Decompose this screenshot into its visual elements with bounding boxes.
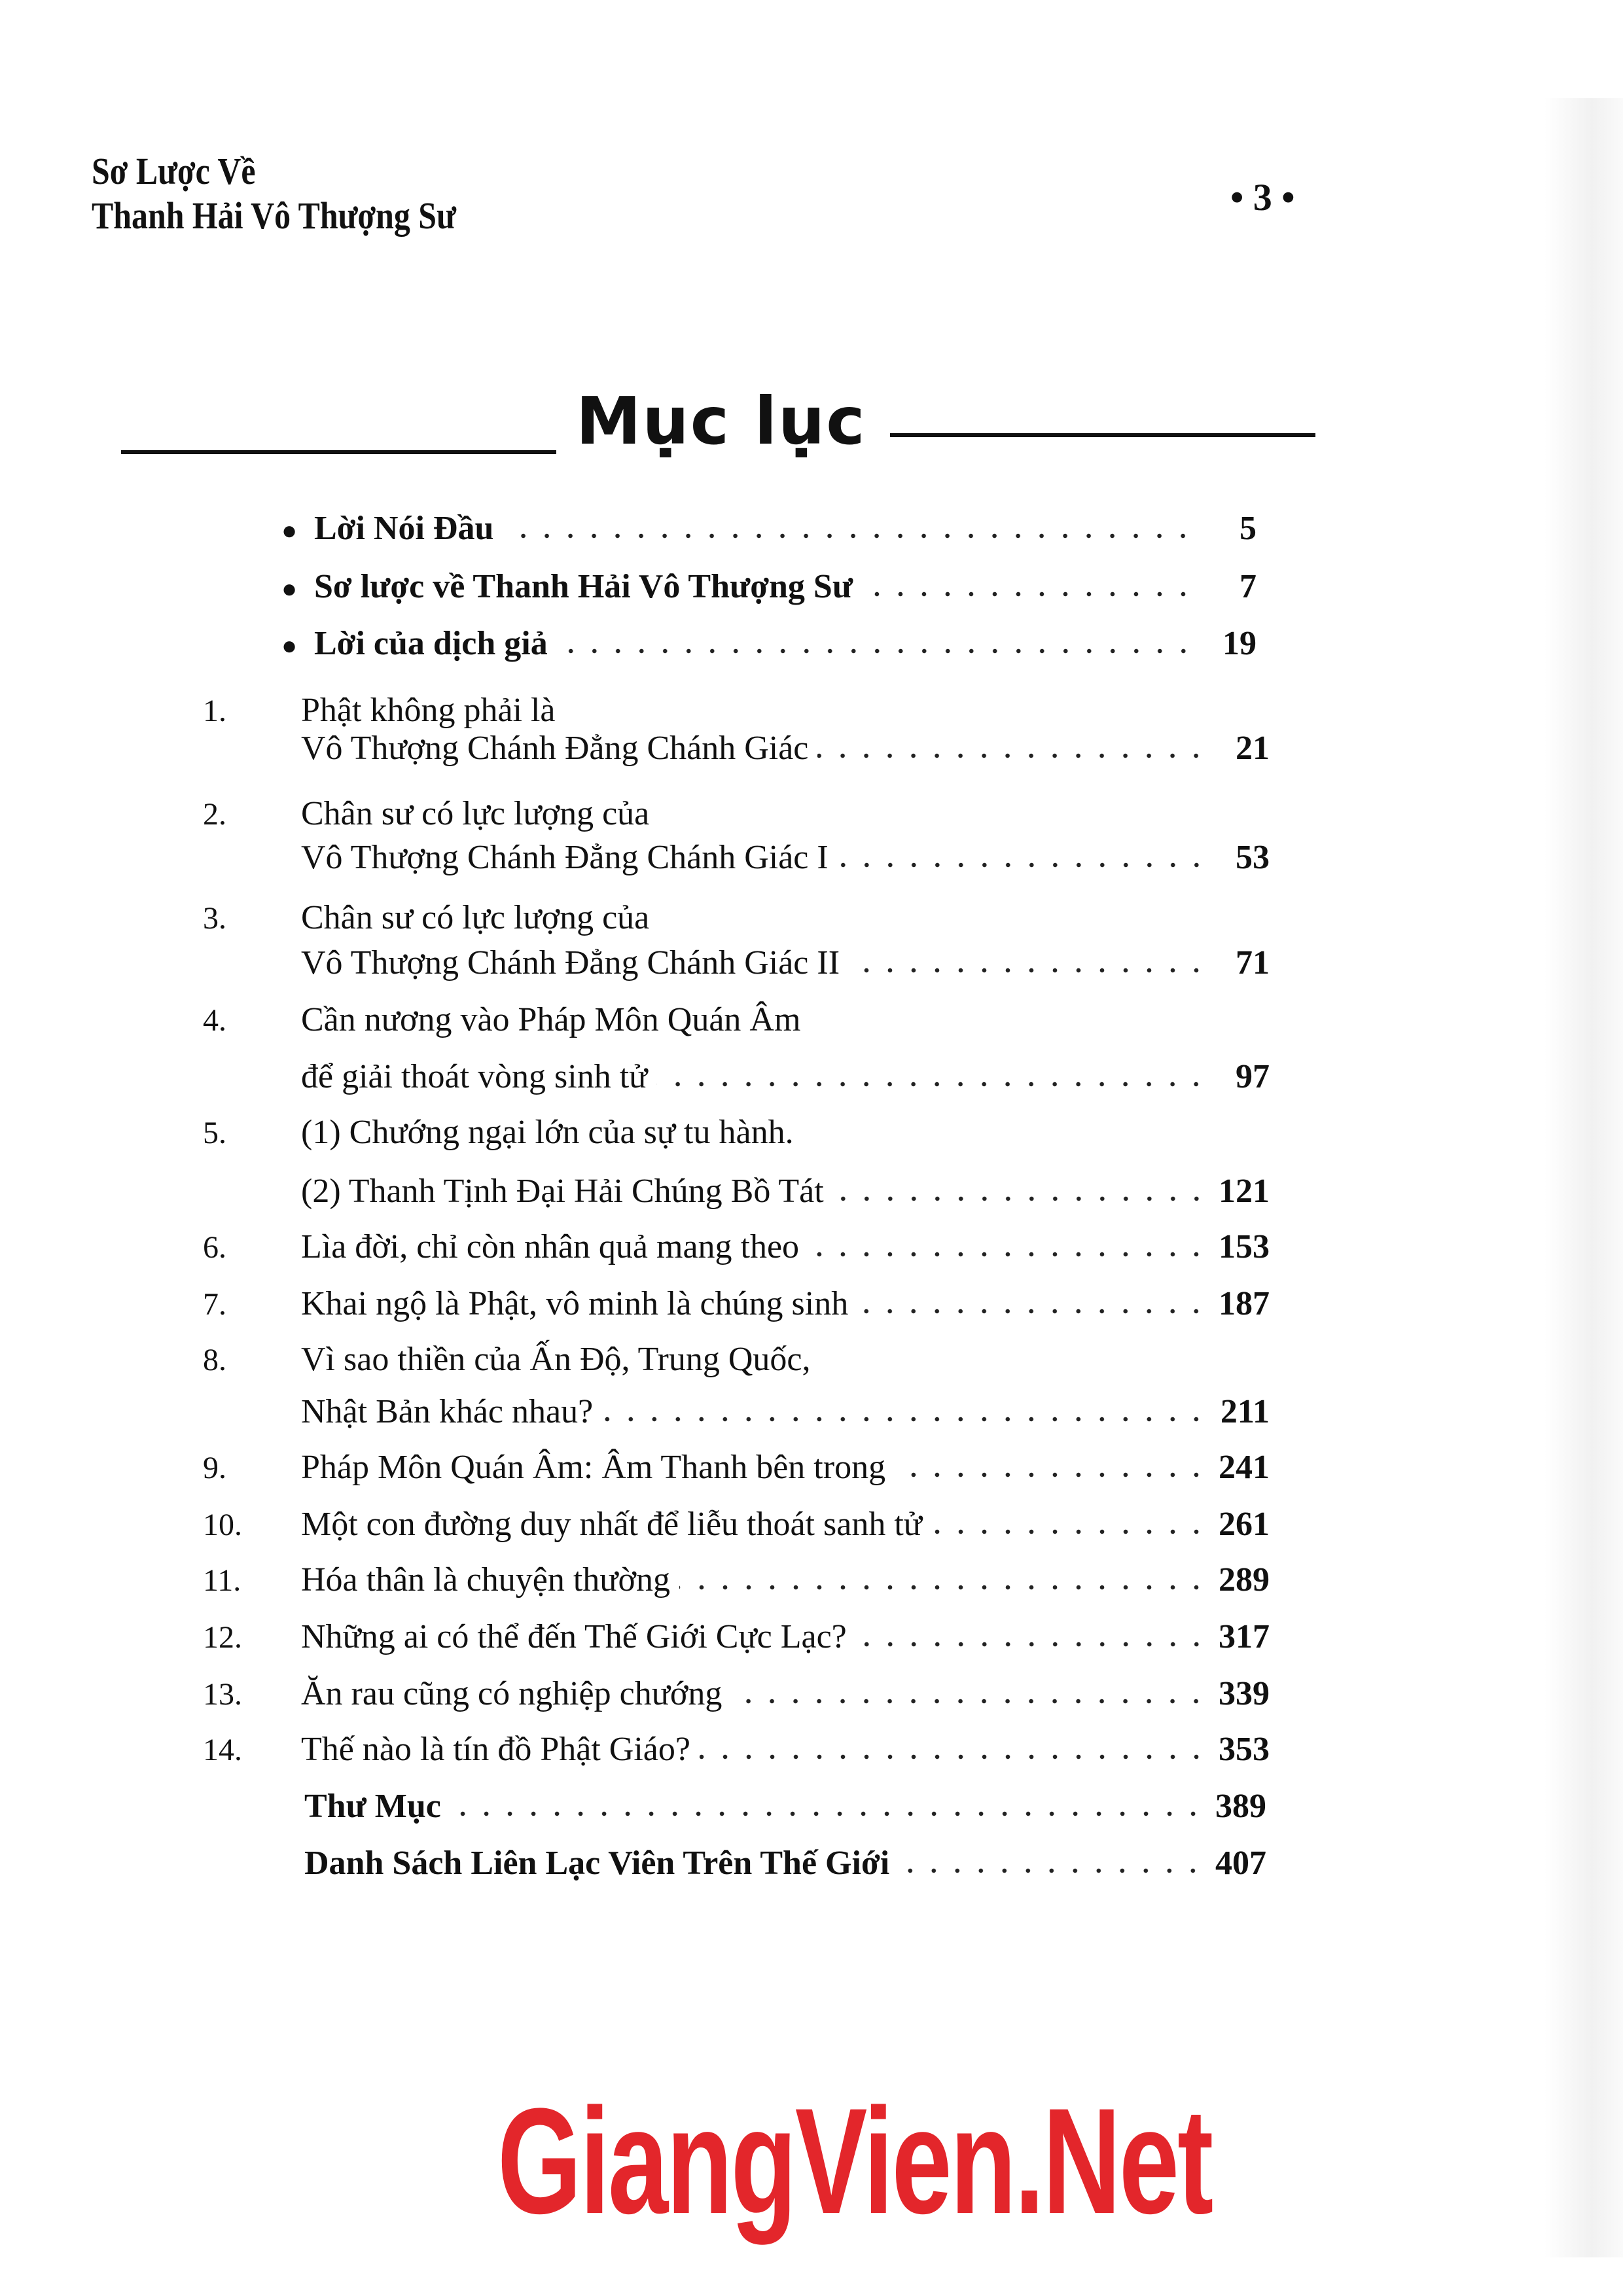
toc-entry[interactable]	[203, 1394, 1270, 1430]
dot-leader	[557, 648, 1195, 654]
toc-entry[interactable]	[203, 1229, 1270, 1265]
bullet-icon: ●	[281, 516, 298, 545]
toc-entry-line1	[203, 1341, 1283, 1378]
dot-leader	[862, 591, 1195, 597]
dot-leader	[833, 1195, 1208, 1202]
entry-page: 241	[1219, 1449, 1270, 1486]
entry-page: 317	[1219, 1618, 1270, 1655]
dot-leader	[856, 1641, 1208, 1648]
bullet-icon: ●	[281, 574, 298, 603]
entry-page: 97	[1236, 1058, 1270, 1095]
entry-title: Lời của dịch giả	[314, 625, 548, 662]
chapter-number: 7.	[203, 1287, 226, 1322]
entry-page: 289	[1219, 1561, 1270, 1598]
entry-page: 339	[1219, 1675, 1270, 1712]
dot-leader	[808, 1251, 1208, 1258]
header-line-1: Sơ Lược Về	[92, 150, 256, 192]
dot-leader	[817, 752, 1208, 759]
entry-title: Vô Thượng Chánh Đẳng Chánh Giác I	[301, 839, 829, 876]
chapter-number: 2.	[203, 797, 226, 832]
entry-title: Hóa thân là chuyện thường	[301, 1561, 670, 1598]
entry-title: (2) Thanh Tịnh Đại Hải Chúng Bồ Tát	[301, 1173, 824, 1210]
dot-leader	[895, 1472, 1208, 1478]
entry-title: Thư Mục	[304, 1788, 441, 1825]
entry-title: Những ai có thể đến Thế Giới Cực Lạc?	[301, 1618, 847, 1655]
watermark-logo: GiangVien.Net	[497, 2077, 1212, 2245]
entry-page: 353	[1219, 1731, 1270, 1768]
entry-title: Sơ lược về Thanh Hải Vô Thượng Sư	[314, 568, 853, 605]
toc-entry[interactable]	[203, 1449, 1270, 1486]
entry-page: 7	[1240, 568, 1257, 605]
entry-title: Ăn rau cũng có nghiệp chướng	[301, 1675, 722, 1712]
entry-title-line1: (1) Chướng ngại lớn của sự tu hành.	[301, 1114, 794, 1151]
entry-title: Danh Sách Liên Lạc Viên Trên Thế Giới	[304, 1845, 890, 1882]
entry-title-line1: Cần nương vào Pháp Môn Quán Âm	[301, 1001, 801, 1038]
chapter-number: 5.	[203, 1116, 226, 1150]
dot-leader	[700, 1754, 1208, 1760]
toc-entry[interactable]	[203, 1506, 1270, 1543]
entry-page: 21	[1236, 730, 1270, 767]
dot-leader	[503, 533, 1195, 539]
entry-page: 389	[1215, 1788, 1266, 1825]
chapter-number: 14.	[203, 1733, 242, 1767]
entry-title: Nhật Bản khác nhau?	[301, 1393, 594, 1430]
running-header	[92, 149, 456, 238]
page-number: • 3 •	[1230, 176, 1295, 219]
toc-entry[interactable]	[203, 1619, 1270, 1655]
toc-entry[interactable]	[203, 839, 1270, 876]
dot-leader	[679, 1584, 1208, 1591]
page-edge-shadow	[1544, 98, 1623, 2257]
entry-title: để giải thoát vòng sinh tử	[301, 1058, 648, 1095]
toc-entry[interactable]	[304, 1788, 1266, 1825]
entry-title: Thế nào là tín đồ Phật Giáo?	[301, 1731, 690, 1768]
toc-entry-line1	[203, 796, 1283, 832]
chapter-number: 10.	[203, 1508, 242, 1542]
dot-leader	[857, 1308, 1208, 1315]
chapter-number: 9.	[203, 1451, 226, 1485]
page-title: Mục lục	[576, 383, 866, 459]
entry-page: 261	[1219, 1506, 1270, 1543]
dot-leader	[849, 967, 1208, 974]
toc-entry-line1	[203, 692, 1283, 729]
bullet-icon: ●	[281, 631, 298, 660]
dot-leader	[731, 1698, 1208, 1704]
entry-page: 121	[1219, 1173, 1270, 1210]
dot-leader	[899, 1867, 1205, 1874]
toc-entry-line1	[203, 1114, 1283, 1151]
entry-title-line1: Chân sư có lực lượng của	[301, 795, 650, 832]
toc-entry[interactable]	[203, 1059, 1270, 1095]
entry-title: Vô Thượng Chánh Đẳng Chánh Giác	[301, 730, 809, 767]
entry-title: Vô Thượng Chánh Đẳng Chánh Giác II	[301, 944, 840, 981]
chapter-number: 12.	[203, 1620, 242, 1655]
entry-title: Pháp Môn Quán Âm: Âm Thanh bên trong	[301, 1449, 886, 1486]
header-line-2: Thanh Hải Vô Thượng Sư	[92, 194, 456, 237]
entry-title-line1: Chân sư có lực lượng của	[301, 899, 650, 936]
entry-title: Khai ngộ là Phật, vô minh là chúng sinh	[301, 1285, 849, 1322]
dot-leader	[838, 862, 1208, 868]
entry-page: 53	[1236, 839, 1270, 876]
chapter-number: 13.	[203, 1677, 242, 1712]
toc-entry-line1	[203, 900, 1283, 936]
dot-leader	[656, 1081, 1208, 1087]
entry-page: 211	[1220, 1393, 1270, 1430]
entry-page: 153	[1219, 1228, 1270, 1265]
entry-title: Lời Nói Đầu	[314, 510, 494, 547]
dot-leader	[450, 1810, 1205, 1817]
entry-page: 5	[1240, 510, 1257, 547]
toc-entry[interactable]	[203, 1286, 1270, 1322]
entry-page: 407	[1215, 1845, 1266, 1882]
toc-entry-line1	[203, 1002, 1283, 1038]
toc-entry[interactable]	[304, 1845, 1266, 1882]
entry-title-line1: Vì sao thiền của Ấn Độ, Trung Quốc,	[301, 1341, 811, 1378]
chapter-number: 1.	[203, 694, 226, 728]
toc-entry[interactable]	[203, 1676, 1270, 1712]
entry-page: 187	[1219, 1285, 1270, 1322]
entry-title: Lìa đời, chỉ còn nhân quả mang theo	[301, 1228, 800, 1265]
entry-page: 19	[1222, 625, 1257, 662]
dot-leader	[931, 1528, 1208, 1535]
chapter-number: 8.	[203, 1343, 226, 1377]
entry-title-line1: Phật không phải là	[301, 692, 556, 729]
toc-entry[interactable]	[203, 1173, 1270, 1210]
toc-entry[interactable]	[203, 730, 1270, 767]
toc-entry[interactable]	[203, 1562, 1270, 1598]
entry-title: Một con đường duy nhất để liễu thoát sanh tử	[301, 1506, 922, 1543]
entry-page: 71	[1236, 944, 1270, 981]
toc-entry[interactable]	[203, 945, 1270, 981]
toc-entry[interactable]	[281, 510, 1257, 547]
chapter-number: 4.	[203, 1003, 226, 1038]
title-rule-right	[890, 433, 1315, 437]
toc-entry[interactable]	[281, 569, 1257, 605]
dot-leader	[602, 1416, 1208, 1422]
toc-entry[interactable]	[281, 626, 1257, 662]
chapter-number: 3.	[203, 901, 226, 936]
title-rule-left	[121, 450, 556, 454]
chapter-number: 6.	[203, 1230, 226, 1265]
toc-entry[interactable]	[203, 1731, 1270, 1768]
chapter-number: 11.	[203, 1563, 241, 1598]
